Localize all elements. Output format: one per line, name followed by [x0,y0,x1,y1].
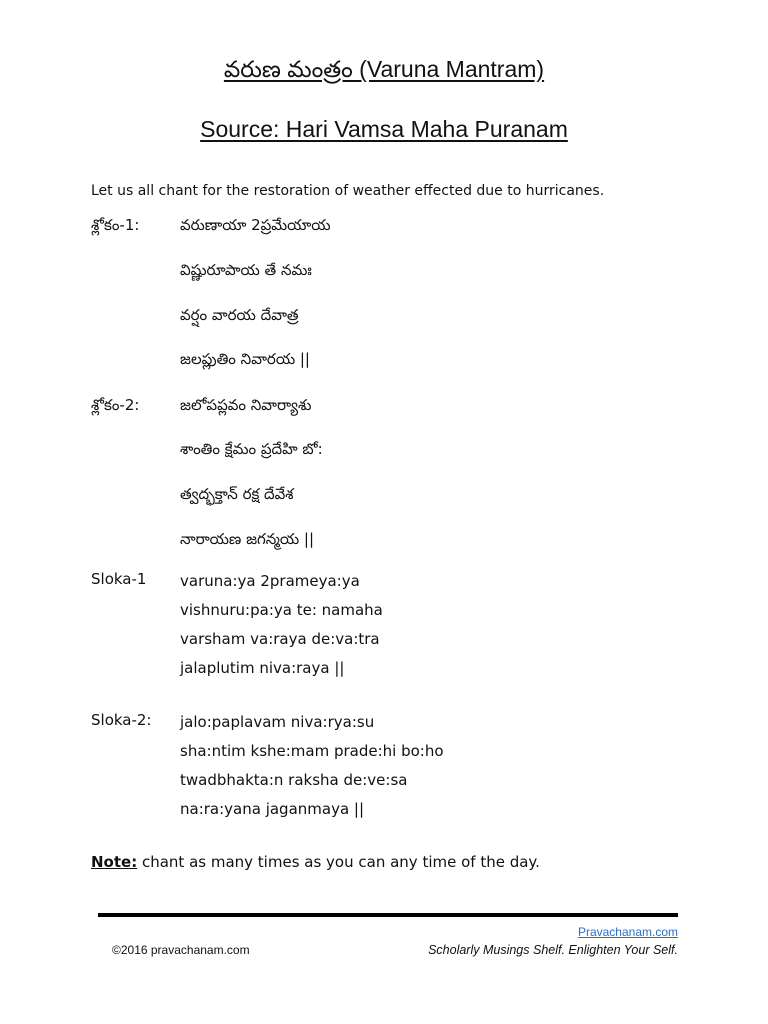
sloka-line: sha:ntim kshe:mam prade:hi bo:ho [180,742,444,760]
sloka-line: శాంతిం క్షేమం ప్రదేహి బో: [180,440,323,458]
footer-tagline: Scholarly Musings Shelf. Enlighten Your Self. [428,943,678,957]
sloka-line: వర్షం వారయ దేవాత్ర [180,306,299,324]
sloka-line: జలప్లుతిం నివారయ || [180,350,310,368]
note-label: Note: [91,853,138,871]
sloka-line: jalo:paplavam niva:rya:su [180,713,375,731]
sloka-line: varuna:ya 2prameya:ya [180,572,360,590]
sloka-line: vishnuru:pa:ya te: namaha [180,601,383,619]
sloka-line: twadbhakta:n raksha de:ve:sa [180,771,408,789]
sloka-label: శ్లోకం-1: [91,216,140,234]
sloka-line: వరుణాయా 2ప్రమేయాయ [180,216,331,234]
sloka-line: నారాయణ జగన్మయ || [180,530,315,548]
sloka-line: త్వద్భక్తాన్ రక్ష దేవేశ [180,485,294,503]
note [91,853,540,871]
source-heading: Source: Hari Vamsa Maha Puranam [200,116,568,142]
intro-text: Let us all chant for the restoration of weather effected due to hurricanes. [91,183,605,199]
sloka-label: Sloka-2: [91,711,152,729]
sloka-line: విష్ణురూపాయ తే నమః [180,261,312,279]
sloka-line: jalaplutim niva:raya || [180,659,345,677]
sloka-line: జలోపప్లవం నివార్యాశు [180,396,312,414]
page-title: వరుణ మంత్రం (Varuna Mantram) [223,56,545,82]
sloka-line: na:ra:yana jaganmaya || [180,800,365,818]
sloka-label: శ్లోకం-2: [91,396,140,414]
footer-copyright: ©2016 pravachanam.com [112,943,250,957]
sloka-line: varsham va:raya de:va:tra [180,630,380,648]
footer-divider [98,913,678,917]
sloka-label: Sloka-1 [91,570,147,588]
footer-site-link[interactable]: Pravachanam.com [577,925,678,939]
note-text: chant as many times as you can any time of the day. [137,853,540,871]
